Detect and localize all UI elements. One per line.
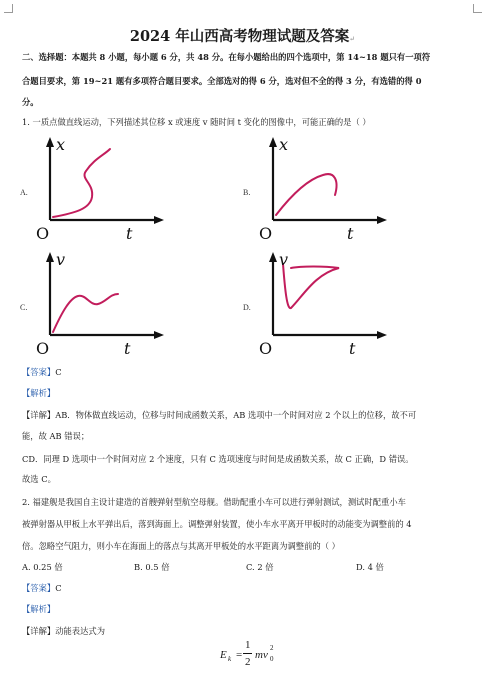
graph-b-option-label: B. xyxy=(243,188,251,197)
q1-analysis-tag: 【解析】 xyxy=(22,388,56,398)
formula-rhs-sup: 2 xyxy=(270,644,274,652)
graph-b-curve xyxy=(276,174,337,215)
q1-answer-value: C xyxy=(55,367,62,377)
q2-answer-value: C xyxy=(55,583,62,593)
graph-b-y-label: x xyxy=(279,135,289,154)
graph-b-origin-label: O xyxy=(259,224,273,243)
formula-equals: = xyxy=(236,649,243,661)
question-2-line-3: 倍。忽略空气阻力，则小车在海面上的落点与其离开甲板处的水平距离为调整前的（ ） xyxy=(22,541,340,551)
question-2-line-2: 被弹射器从甲板上水平弹出后，落到海面上。调整弹射装置，使小车水平离开甲板时的动能变为调整前的 4 xyxy=(22,519,412,529)
graph-d xyxy=(243,250,393,360)
graph-c-option-label: C. xyxy=(20,303,28,312)
q2-detail: 【详解】动能表达式为 xyxy=(22,626,105,636)
q2-option-b: B. 0.5 倍 xyxy=(134,562,170,572)
graph-c-x-arrow xyxy=(154,331,164,339)
q1-detail-tag: 【详解】 xyxy=(22,410,56,420)
q2-option-a: A. 0.25 倍 xyxy=(22,562,63,572)
formula-lhs: E xyxy=(220,649,227,661)
q2-analysis-tag: 【解析】 xyxy=(22,604,56,614)
formula-rhs-sub: 0 xyxy=(270,655,274,663)
graph-d-y-label: v xyxy=(279,250,289,269)
q2-answer-tag: 【答案】 xyxy=(22,583,56,593)
q2-detail-tag: 【详解】 xyxy=(22,626,56,636)
graph-d-origin-label: O xyxy=(259,339,273,358)
question-2-line-1: 2. 福建舰是我国自主设计建造的首艘弹射型航空母舰。借助配重小车可以进行弹射测试，测试时配重小车 xyxy=(22,497,406,507)
q1-answer xyxy=(22,368,62,376)
q2-option-c: C. 2 倍 xyxy=(246,562,274,572)
graph-a-y-arrow xyxy=(46,137,54,147)
formula-rhs: mv xyxy=(255,649,268,661)
graph-b xyxy=(243,135,393,245)
document-title: 2024 年山西高考物理试题及答案↵ xyxy=(129,28,356,45)
q1-detail-line-1: 【详解】AB．物体做直线运动，位移与时间成函数关系，AB 选项中一个时间对应 2 个以上的位移，故不可 xyxy=(22,410,417,420)
corner-mark-top-left xyxy=(4,4,13,13)
q1-detail-line-2: 能，故 AB 错误； xyxy=(22,431,90,441)
formula-numerator: 1 xyxy=(245,639,251,651)
graph-a-option-label: A. xyxy=(20,188,28,197)
graph-b-y-arrow xyxy=(269,137,277,147)
graph-a xyxy=(20,135,170,245)
q1-answer-tag: 【答案】 xyxy=(22,367,56,377)
formula-denominator: 2 xyxy=(245,656,251,668)
graph-d-curve xyxy=(283,264,339,308)
question-1-text: 1. 一质点做直线运动，下列描述其位移 x 或速度 v 随时间 t 变化的图像中，可能正确的是（ ） xyxy=(22,117,371,127)
graph-d-option-label: D. xyxy=(243,303,251,312)
graph-c xyxy=(20,250,170,360)
graph-c-curve xyxy=(53,294,118,332)
graph-c-y-label: v xyxy=(56,250,66,269)
graph-b-x-label: t xyxy=(347,224,354,243)
graph-d-y-arrow xyxy=(269,252,277,262)
q1-detail-line-3: CD．同理 D 选项中一个时间对应 2 个速度，只有 C 选项速度与时间是成函数关系，故 C 正确，D 错误。 xyxy=(22,454,414,464)
corner-mark-top-right xyxy=(473,4,482,13)
instructions-line-1: 二、选择题：本题共 8 小题，每小题 6 分，共 48 分。在每小题给出的四个选项中，第 14~18 题只有一项符 xyxy=(22,52,431,62)
instructions-line-3: 分。 xyxy=(22,97,39,107)
graph-a-origin-label: O xyxy=(36,224,50,243)
instructions-line-2: 合题目要求，第 19~21 题有多项符合题目要求。全部选对的得 6 分，选对但不全的得 3 分，有选错的得 0 xyxy=(22,76,422,86)
graph-d-x-arrow xyxy=(377,331,387,339)
formula-fraction-bar xyxy=(243,653,252,654)
q2-option-d: D. 4 倍 xyxy=(356,562,384,572)
graph-c-x-label: t xyxy=(124,339,131,358)
graph-a-y-label: x xyxy=(56,135,66,154)
formula-lhs-sub: k xyxy=(228,655,232,663)
graph-a-curve xyxy=(53,149,110,217)
graph-b-x-arrow xyxy=(377,216,387,224)
graph-c-origin-label: O xyxy=(36,339,50,358)
kinetic-energy-formula xyxy=(212,636,292,676)
graph-d-x-label: t xyxy=(349,339,356,358)
q2-answer xyxy=(22,584,62,592)
graph-a-x-label: t xyxy=(126,224,133,243)
graph-c-y-arrow xyxy=(46,252,54,262)
graph-a-x-arrow xyxy=(154,216,164,224)
q1-detail-line-4: 故选 C。 xyxy=(22,474,56,484)
